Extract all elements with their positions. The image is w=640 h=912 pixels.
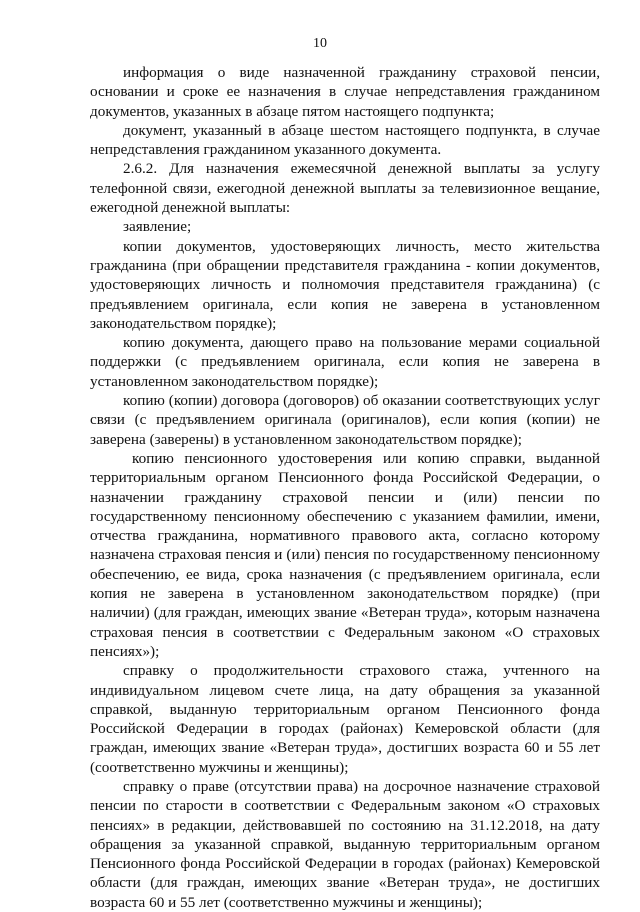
paragraph-pension-certificate: копию пенсионного удостоверения или копию справки, выданной территориальным органом Пенсионного фонда Российской Федерации, о назначении гражданину страховой пенсии и (или) пенсии по государственному пенсионному обеспечению с указанием фамилии, имени, отчества гражданина, нормативного правового акта, согласно которому назначена страховая пенсия и (или) пенсия по государственному пенсионному обеспечению, ее вида, срока назначения (с предъявлением оригинала, если копия не заверена в установленном законодательством порядке) (при наличии) (для граждан, имеющих звание «Ветеран труда», которым назначена страховая пенсия в соответствии с Федеральным законом «О страховых пенсиях»);: [90, 449, 600, 660]
page-number: 10: [313, 36, 327, 51]
paragraph-section-2-6-2: 2.6.2. Для назначения ежемесячной денежной выплаты за услугу телефонной связи, ежегодной денежной выплаты за телевизионное вещание, ежегодной денежной выплаты:: [90, 160, 600, 217]
paragraph-early-pension-right: справку о праве (отсутствии права) на досрочное назначение страховой пенсии по старости в соответствии с Федеральным законом «О страховых пенсиях» в редакции, действовавшей по состоянию на 31.12.2018, на дату обращения за указанной справкой, выданную территориальным органом Пенсионного фонда Российской Федерации в городах (районах) Кемеровской области (для граждан, имеющих звание «Ветеран труда», не достигших возраста 60 и 55 лет (соответственно мужчины и женщины);: [90, 777, 600, 911]
paragraph-pension-info: информация о виде назначенной гражданину страховой пенсии, основании и сроке ее назначения в случае непредставления гражданином документов, указанных в абзаце пятом настоящего подпункта;: [90, 64, 600, 120]
paragraph-identity-copies: копии документов, удостоверяющих личность, место жительства гражданина (при обращении представителя гражданина - копии документов, удостоверяющих личность и полномочия представителя гражданина) (с предъявлением оригинала, если копия не заверена в установленном законодательством порядке);: [90, 237, 600, 332]
paragraph-contract-copies: копию (копии) договора (договоров) об оказании соответствующих услуг связи (с предъявлением оригинала (оригиналов), если копия (копии) не заверена (заверены) в установленном законодательством порядке);: [90, 392, 600, 448]
paragraph-document-sixth: документ, указанный в абзаце шестом настоящего подпункта, в случае непредставления гражданином указанного документа.: [90, 121, 600, 159]
paragraph-application: заявление;: [123, 218, 192, 236]
document-body: [90, 63, 600, 912]
paragraph-insurance-experience: справку о продолжительности страхового стажа, учтенного на индивидуальном лицевом счете лица, на дату обращения за указанной справкой, выданную территориальным органом Пенсионного фонда Российской Федерации в городах (районах) Кемеровской области (для граждан, имеющих звание «Ветеран труда», достигших возраста 60 и 55 лет (соответственно мужчины и женщины);: [90, 662, 600, 776]
paragraph-support-right-copy: копию документа, дающего право на пользование мерами социальной поддержки (с предъявлением оригинала, если копия не заверена в установленном законодательством порядке);: [90, 334, 600, 390]
